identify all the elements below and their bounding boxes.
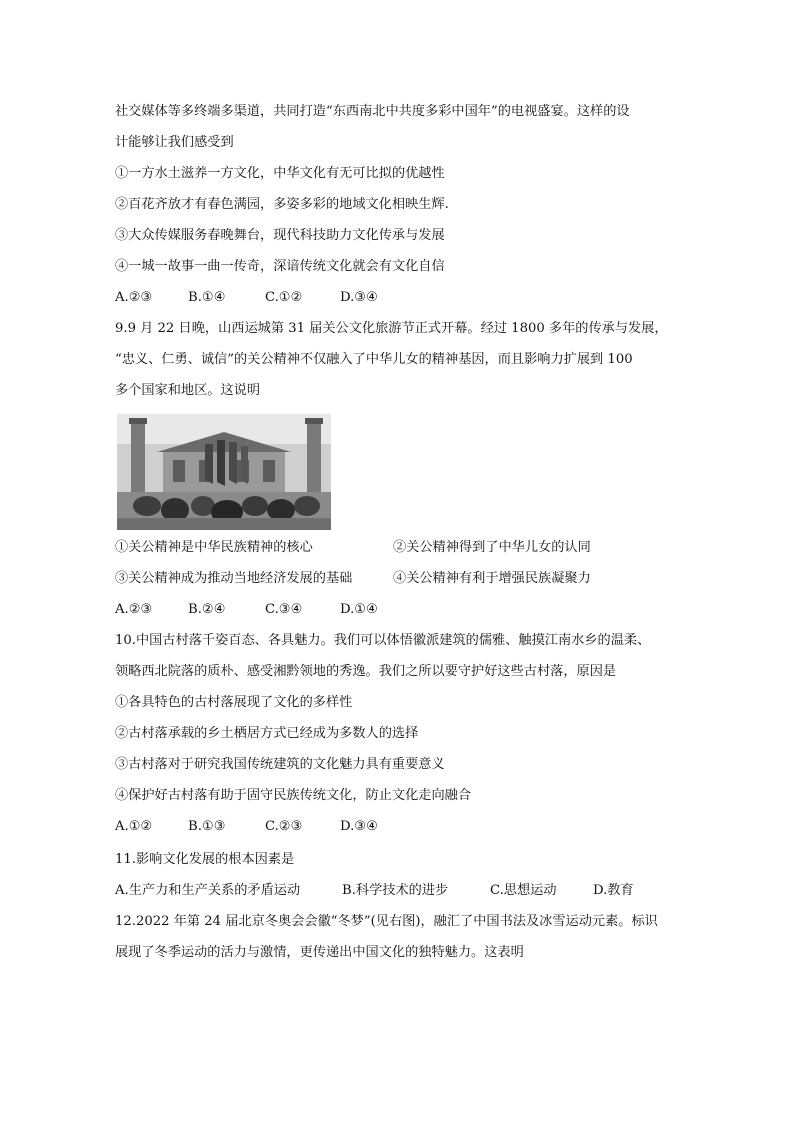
q12-stem-line-2: 展现了冬季运动的活力与激情，更传递出中国文化的独特魅力。这表明	[115, 945, 524, 960]
q9-option-c[interactable]: C.③④	[265, 602, 303, 617]
q8-stem-line-2: 计能够让我们感受到	[115, 135, 234, 150]
q11-option-a[interactable]: A.生产力和生产关系的矛盾运动	[115, 883, 301, 898]
q11-stem: 11.影响文化发展的根本因素是	[115, 852, 295, 867]
q9-option-d[interactable]: D.①④	[340, 602, 378, 617]
q8-statement-3: ③大众传媒服务春晚舞台，现代科技助力文化传承与发展	[115, 228, 445, 243]
q9-statement-3: ③关公精神成为推动当地经济发展的基础	[115, 571, 353, 586]
q9-option-a[interactable]: A.②③	[115, 602, 153, 617]
q9-statement-2: ②关公精神得到了中华儿女的认同	[393, 540, 591, 555]
q10-stem-line-2: 领略西北院落的质朴、感受湘黔领地的秀逸。我们之所以要守护好这些古村落，原因是	[115, 664, 617, 679]
q10-option-a[interactable]: A.①②	[115, 819, 153, 834]
q8-stem-line-1: 社交媒体等多终端多渠道，共同打造“东西南北中共度多彩中国年”的电视盛宴。这样的设	[115, 104, 630, 119]
q12-stem-line-1: 12.2022 年第 24 届北京冬奥会会徽“冬梦”(见右图)，融汇了中国书法及冰雪运动元素。标识	[115, 914, 658, 929]
q10-stem-line-1: 10.中国古村落千姿百态、各具魅力。我们可以体悟徽派建筑的儒雅、触摸江南水乡的温柔、	[115, 633, 651, 648]
q8-option-a[interactable]: A.②③	[115, 290, 153, 305]
q8-option-b[interactable]: B.①④	[188, 290, 226, 305]
q11-option-d[interactable]: D.教育	[593, 883, 634, 898]
q10-statement-2: ②古村落承载的乡土栖居方式已经成为多数人的选择	[115, 726, 419, 741]
q10-statement-1: ①各具特色的古村落展现了文化的多样性	[115, 695, 353, 710]
q9-statement-1: ①关公精神是中华民族精神的核心	[115, 540, 313, 555]
festival-photo-graphic	[117, 414, 331, 530]
q8-options	[115, 288, 378, 308]
q8-option-c[interactable]: C.①②	[265, 290, 303, 305]
q8-statement-4: ④一城一故事一曲一传奇，深谙传统文化就会有文化自信	[115, 259, 445, 274]
q10-options	[115, 817, 378, 837]
q10-option-c[interactable]: C.②③	[265, 819, 303, 834]
q9-statement-4: ④关公精神有利于增强民族凝聚力	[393, 571, 591, 586]
q10-statement-4: ④保护好古村落有助于固守民族传统文化，防止文化走向融合	[115, 788, 472, 803]
q9-options	[115, 600, 378, 620]
q9-stem-line-2: “忠义、仁勇、诚信”的关公精神不仅融入了中华儿女的精神基因，而且影响力扩展到 100	[115, 352, 633, 367]
q8-option-d[interactable]: D.③④	[340, 290, 378, 305]
q8-statement-2: ②百花齐放才有春色满园，多姿多彩的地域文化相映生辉.	[115, 197, 449, 212]
q8-statement-1: ①一方水土滋养一方文化，中华文化有无可比拟的优越性	[115, 166, 445, 181]
q11-option-c[interactable]: C.思想运动	[490, 883, 557, 898]
q9-option-b[interactable]: B.②④	[188, 602, 226, 617]
q10-option-b[interactable]: B.①③	[188, 819, 226, 834]
q11-option-b[interactable]: B.科学技术的进步	[342, 883, 449, 898]
q9-stem-line-1: 9.9 月 22 日晚，山西运城第 31 届关公文化旅游节正式开幕。经过 1800 多年的传承与发展，	[115, 321, 668, 336]
q10-option-d[interactable]: D.③④	[340, 819, 378, 834]
q11-options	[115, 881, 634, 901]
q9-stem-line-3: 多个国家和地区。这说明	[115, 383, 261, 398]
q10-statement-3: ③古村落对于研究我国传统建筑的文化魅力具有重要意义	[115, 757, 445, 772]
festival-photo	[117, 414, 331, 530]
